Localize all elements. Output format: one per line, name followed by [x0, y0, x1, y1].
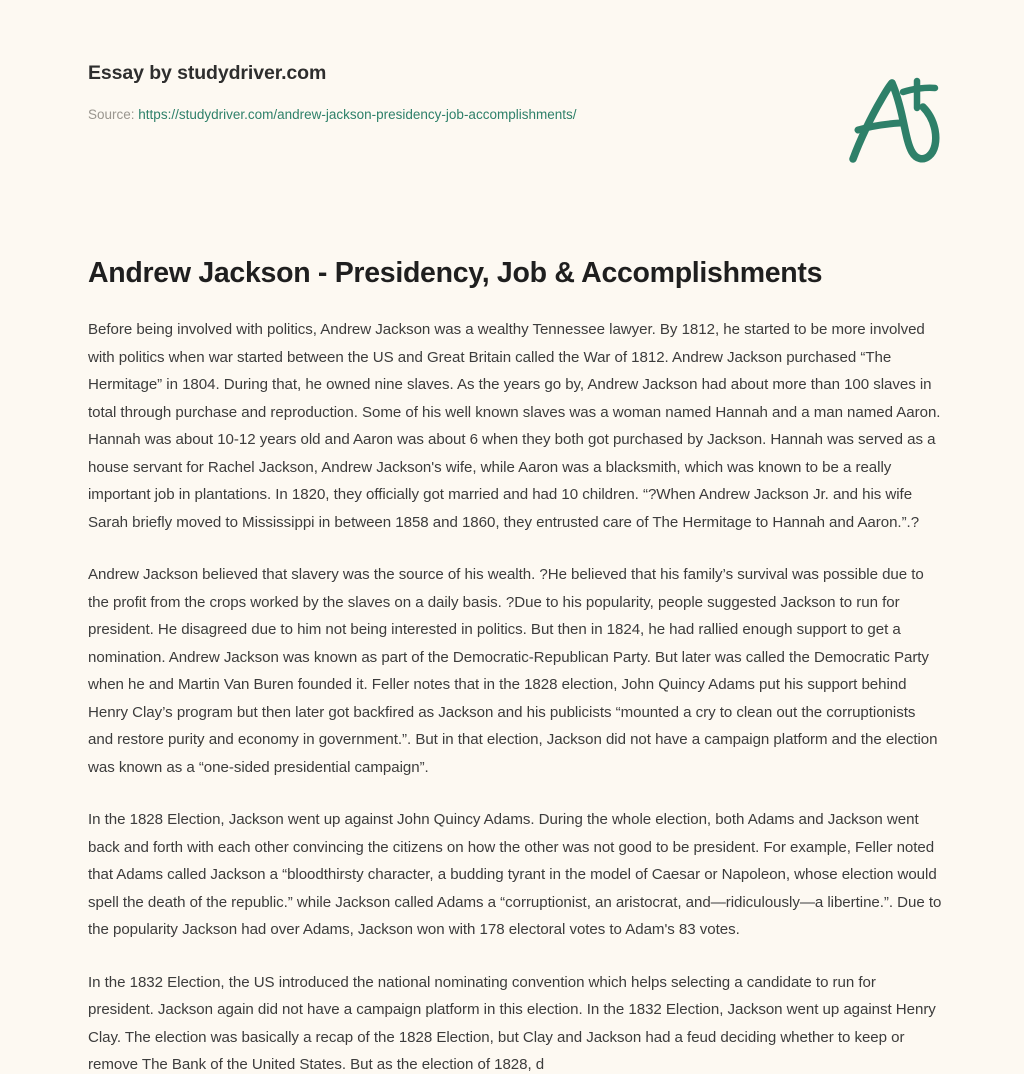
page-header	[0, 0, 1024, 176]
page-title: Andrew Jackson - Presidency, Job & Accomplishments	[88, 257, 823, 289]
a-plus-logo-icon	[840, 62, 948, 174]
paragraph: Before being involved with politics, Andrew Jackson was a wealthy Tennessee lawyer. By 1812, he started to be more involved with politics when war started between the US and Great Britain called the War of 1812. Andrew Jackson purchased “The Hermitage” in 1804. During that, he owned nine slaves. As the years go by, Andrew Jackson had about more than 100 slaves in total through purchase and reproduction. Some of his well known slaves was a woman named Hannah and a man named Aaron. Hannah was about 10-12 years old and Aaron was about 6 when they both got purchased by Jackson. Hannah was served as a house servant for Rachel Jackson, Andrew Jackson's wife, while Aaron was a blacksmith, which was known to be a really important job in plantations. In 1820, they officially got married and had 10 children. “?When Andrew Jackson Jr. and his wife Sarah briefly moved to Mississippi in between 1858 and 1860, they entrusted care of The Hermitage to Hannah and Aaron.”.?	[88, 321, 941, 531]
paragraph: Andrew Jackson believed that slavery was the source of his wealth. ?He believed that his family’s survival was possible due to the profit from the crops worked by the slaves on a daily basis. ?Due to his popularity, people suggested Jackson to run for president. He disagreed due to him not being interested in politics. But then in 1824, he had rallied enough support to get a nomination. Andrew Jackson was known as part of the Democratic-Republican Party. But later was called the Democratic Party when he and Martin Van Buren founded it. Feller notes that in the 1828 election, John Quincy Adams put his support behind Henry Clay’s program but then later got backfired as Jackson and his publicists “mounted a cry to clean out the corruptionists and restore purity and economy in government.”. But in that election, Jackson did not have a campaign platform and the election was known as a “one-sided presidential campaign”.	[88, 566, 938, 776]
source-line	[88, 106, 946, 124]
source-label: Source:	[88, 107, 135, 123]
paragraph: In the 1828 Election, Jackson went up against John Quincy Adams. During the whole election, both Adams and Jackson went back and forth with each other convincing the citizens on how the other was not good to be president. For example, Feller noted that Adams called Jackson a “bloodthirsty character, a budding tyrant in the model of Caesar or Napoleon, whose election would spell the death of the republic.” while Jackson called Adams a “corruptionist, an aristocrat, and—ridiculously—a libertine.”. Due to the popularity Jackson had over Adams, Jackson won with 178 electoral votes to Adam's 83 votes.	[88, 811, 942, 939]
source-url-link[interactable]: https://studydriver.com/andrew-jackson-presidency-job-accomplishments/	[138, 107, 577, 123]
paragraph: In the 1832 Election, the US introduced the national nominating convention which helps selecting a candidate to run for president. Jackson again did not have a campaign platform in this election. In the 1832 Election, Jackson went up against Henry Clay. The election was basically a recap of the 1828 Election, but Clay and Jackson had a feud deciding whether to keep or remove The Bank of the United States. But as the election of 1828, d	[88, 973, 936, 1074]
article-body	[88, 316, 944, 1074]
article	[0, 256, 1024, 1074]
byline: Essay by studydriver.com	[88, 62, 327, 84]
